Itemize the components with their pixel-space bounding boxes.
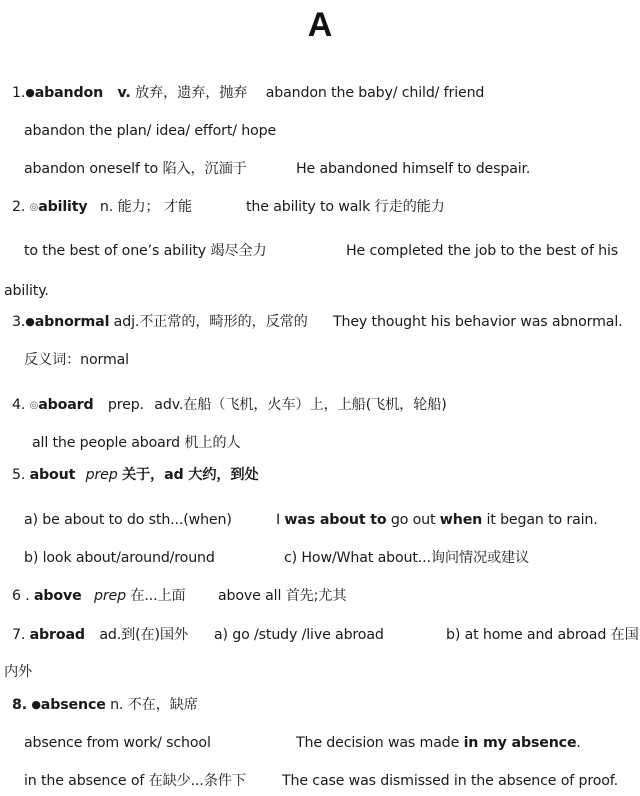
headword: about — [29, 467, 76, 483]
meaning: 不正常的，畸形的，反常的 — [139, 314, 308, 330]
headword: aboard — [38, 397, 94, 413]
meaning: 放弃，遗弃，抛弃 — [135, 85, 248, 101]
entry-number: 5. — [12, 467, 26, 483]
bullet-icon: ● — [25, 86, 35, 99]
meaning: 关于，ad 大约，到处 — [121, 467, 259, 483]
page-title: A — [307, 6, 333, 44]
meaning: 不在，缺席 — [127, 697, 198, 713]
entry-number: 6 . — [12, 588, 30, 604]
bullet-icon: ● — [31, 698, 41, 711]
entry-aboard — [12, 396, 447, 415]
entry-ability — [12, 198, 192, 217]
headword: absence — [40, 697, 106, 713]
circle-bullet-icon: ◎ — [29, 202, 39, 213]
part-of-speech: prep — [93, 588, 126, 604]
part-of-speech: adj. — [113, 314, 140, 330]
example-sentence-cont: ability. — [4, 283, 49, 299]
example-line-cont: 内外 — [4, 664, 33, 680]
part-of-speech: prep. — [107, 397, 144, 413]
entry-number: 4. — [12, 397, 26, 413]
example-line: abandon the plan/ idea/ effort/ hope — [24, 123, 277, 139]
example-line: in the absence of 在缺少...条件下 — [24, 773, 246, 789]
bullet-icon: ● — [25, 315, 35, 328]
headword: ability — [38, 199, 88, 215]
meaning: 能力； 才能 — [117, 199, 193, 215]
entry-abnormal — [12, 313, 308, 331]
meaning: 在...上面 — [130, 588, 186, 604]
headword: abandon — [34, 85, 104, 101]
entry-above — [12, 587, 186, 605]
example-line: abandon oneself to 陷入，沉湎于 — [24, 161, 247, 177]
entry-absence — [12, 696, 198, 714]
headword: abroad — [29, 627, 85, 643]
headword: above — [33, 588, 82, 604]
part-of-speech: prep — [85, 467, 118, 483]
example-line: a) be about to do sth...(when) — [24, 512, 232, 528]
headword: abnormal — [34, 314, 110, 330]
entry-number: 2. — [12, 199, 26, 215]
entry-abandon — [12, 84, 484, 102]
example-line: b) look about/around/round — [24, 550, 215, 566]
part-of-speech: ad.到(在)国外 — [99, 627, 188, 643]
circle-bullet-icon: ◎ — [29, 400, 39, 411]
entry-number: 7. — [12, 627, 26, 643]
entry-number: 1. — [12, 85, 26, 101]
example-sentence: The decision was made in my absence. — [296, 735, 581, 751]
example-sentence: He completed the job to the best of his — [346, 243, 619, 259]
example: the ability to walk 行走的能力 — [246, 199, 445, 215]
example-line: c) How/What about...询问情况或建议 — [284, 550, 530, 566]
example-sentence: I was about to go out when it began to rain. — [276, 512, 598, 528]
part-of-speech: n. — [110, 697, 124, 713]
part-of-speech: v. — [117, 85, 131, 101]
entry-about — [12, 466, 259, 484]
example-line: a) go /study /live abroad — [214, 627, 384, 643]
example-line: absence from work/ school — [24, 735, 211, 751]
entry-number: 3. — [12, 314, 26, 330]
example: abandon the baby/ child/ friend — [265, 85, 485, 101]
example-line: above all 首先;尤其 — [218, 588, 347, 604]
meaning: adv.在船（飞机，火车）上，上船(飞机，轮船) — [154, 397, 447, 413]
example-sentence: He abandoned himself to despair. — [296, 161, 531, 177]
example-line: to the best of one’s ability 竭尽全力 — [24, 243, 267, 259]
example-line: b) at home and abroad 在国 — [446, 627, 639, 643]
part-of-speech: n. — [99, 199, 114, 215]
entry-number: 8. — [12, 697, 27, 713]
entry-abroad — [12, 626, 188, 644]
example-sentence: The case was dismissed in the absence of proof. — [282, 773, 618, 789]
antonym-line: 反义词：normal — [24, 352, 129, 368]
example-line: all the people aboard 机上的人 — [32, 435, 241, 451]
example-sentence: They thought his behavior was abnormal. — [333, 314, 623, 330]
